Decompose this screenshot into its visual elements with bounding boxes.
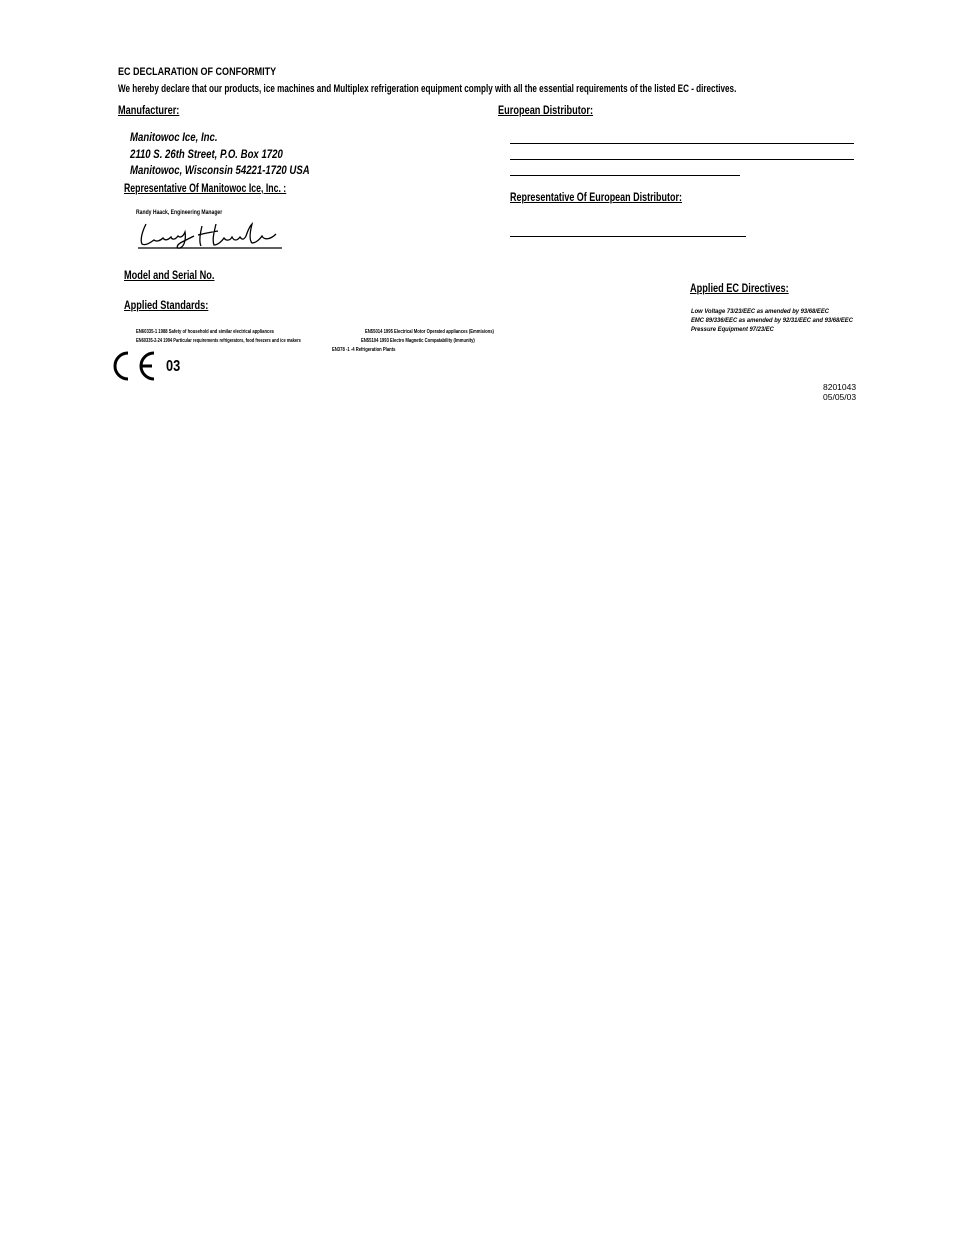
standard-item: EN378 -1 -4 Refrigeration Plants <box>332 347 396 353</box>
signature-image <box>136 218 286 252</box>
standard-item: EN55014 1995 Electrical Motor Operated appliances (Emmisions) <box>365 329 494 335</box>
conformity-statement: We hereby declare that our products, ice machines and Multiplex refrigeration equipment comply with all the essential requirements of the listed EC - directives. <box>118 83 737 95</box>
ce-mark-icon <box>110 350 158 382</box>
ce-mark-year: 03 <box>166 358 181 375</box>
directive-item: Low Voltage 73/23/EEC as amended by 93/68/EEC <box>691 308 829 315</box>
distributor-line-2 <box>510 159 854 160</box>
manufacturer-address-line1: 2110 S. 26th Street, P.O. Box 1720 <box>130 147 283 161</box>
manufacturer-name: Manitowoc Ice, Inc. <box>130 130 218 144</box>
signer-name: Randy Haack, Engineering Manager <box>136 209 223 216</box>
directive-item: EMC 89/336/EEC as amended by 92/31/EEC and 93/68/EEC <box>691 317 853 324</box>
standard-item: EN60335-1 1988 Safety of household and similar electrical appliances <box>136 329 274 335</box>
manufacturer-address-line2: Manitowoc, Wisconsin 54221-1720 USA <box>130 163 310 177</box>
document-title: EC DECLARATION OF CONFORMITY <box>118 66 277 78</box>
distributor-representative-heading: Representative Of European Distributor: <box>510 192 682 204</box>
distributor-representative-line <box>510 236 746 237</box>
standard-item: EN55104 1993 Electro Magnetic Compatability (Immunity) <box>361 338 475 344</box>
representative-heading: Representative Of Manitowoc Ice, Inc. : <box>124 183 287 195</box>
model-serial-heading: Model and Serial No. <box>124 270 215 282</box>
applied-standards-heading: Applied Standards: <box>124 300 209 312</box>
directive-item: Pressure Equipment 97/23/EC <box>691 326 774 333</box>
document-date: 05/05/03 <box>823 392 857 402</box>
standard-item: EN60335-2-24 1994 Particular requirements refrigerators, food freezers and ice makers <box>136 338 301 344</box>
directives-heading: Applied EC Directives: <box>690 283 789 295</box>
distributor-line-1 <box>510 143 854 144</box>
distributor-heading: European Distributor: <box>498 105 594 117</box>
manufacturer-heading: Manufacturer: <box>118 105 180 117</box>
distributor-line-3 <box>510 175 740 176</box>
document-number: 8201043 <box>823 382 857 392</box>
